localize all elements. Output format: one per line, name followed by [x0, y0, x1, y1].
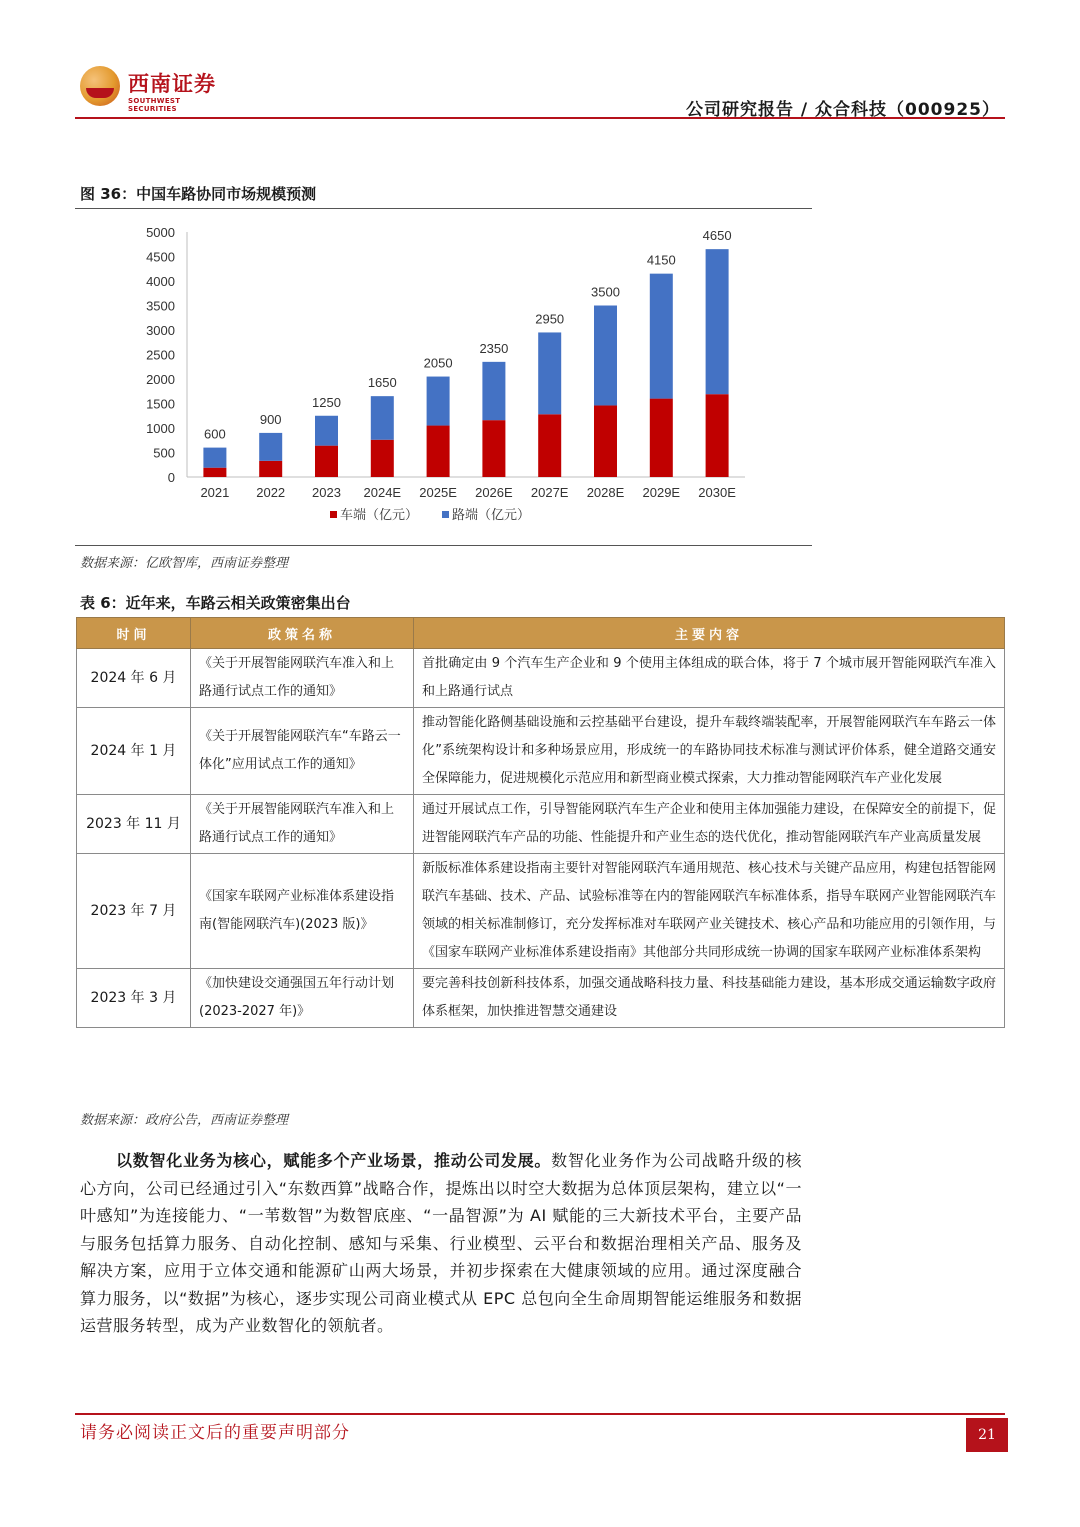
table-source: 数据来源：政府公告，西南证券整理 [80, 1113, 289, 1128]
data-label: 2350 [479, 340, 509, 356]
cell-content: 新版标准体系建设指南主要针对智能网联汽车通用规范、核心技术与关键产品应用，构建包括智能网联汽车基础、技术、产品、试验标准等在内的智能网联汽车标准体系，指导车联网产业智能网联汽车领域的相关标准制修订，充分发挥标准对车联网产业关键技术、核心产品和功能应用的引领作用，与《国家车联网产业标准体系建设指南》其他部分共同形成统一协调的国家车联网产业标准体系架构 [414, 854, 1005, 969]
cell-time: 2024 年 1 月 [77, 708, 191, 795]
data-label: 3500 [591, 284, 620, 300]
y-tick-label: 1500 [146, 396, 175, 412]
header-divider [75, 117, 1005, 119]
x-tick-label: 2022 [256, 485, 286, 500]
table-row [77, 649, 1005, 708]
header-time: 时间 [77, 618, 191, 649]
cell-time: 2024 年 6 月 [77, 649, 191, 708]
bar-segment-vehicle [427, 426, 450, 477]
page-number: 21 [966, 1418, 1008, 1452]
bar-segment-vehicle [482, 420, 505, 477]
paragraph-body: 数智化业务作为公司战略升级的核心方向，公司已经通过引入“东数西算”战略合作，提炼出以时空大数据为总体顶层架构，建立以“一叶感知”为连接能力、“一苇数智”为数智底座、“一晶智源”为 AI 赋能的三大新技术平台，主要产品与服务包括算力服务、自动化控制、感知与采集、行业模型、云平台和数据治理相关产品、服务及解决方案，应用于立体交通和能源矿山两大场景，并初步探索在大健康领域的应用。通过深度融合算力服务，以“数据”为核心，逐步实现公司商业模式从 EPC 总包向全生命周期智能运维服务和数据运营服务转型，成为产业数智化的领航者。 [80, 1151, 802, 1335]
y-tick-label: 3500 [146, 298, 175, 314]
y-tick-label: 1000 [146, 421, 175, 436]
table-row [77, 708, 1005, 795]
logo-text-cn: 西南证券 [128, 71, 216, 96]
paragraph-lead: 以数智化业务为核心，赋能多个产业场景，推动公司发展。 [116, 1151, 552, 1170]
data-label: 2050 [423, 355, 453, 371]
bar-segment-vehicle [371, 440, 394, 477]
legend-label: 车端（亿元） [340, 507, 419, 522]
x-tick-label: 2026E [475, 485, 513, 500]
bar-segment-vehicle [203, 468, 226, 477]
header-policy-name: 政策名称 [191, 618, 414, 649]
body-paragraph [80, 1147, 802, 1340]
cell-policy-name: 《关于开展智能网联汽车“车路云一体化”应用试点工作的通知》 [191, 708, 414, 795]
y-tick-label: 4000 [146, 274, 175, 289]
x-tick-label: 2028E [586, 485, 625, 500]
bar-segment-vehicle [538, 414, 561, 477]
logo-emblem-icon [80, 66, 120, 106]
bar-segment-road [203, 448, 226, 468]
cell-content: 通过开展试点工作，引导智能网联汽车生产企业和使用主体加强能力建设，在保障安全的前提下，促进智能网联汽车产品的功能、性能提升和产业生态的迭代优化，推动智能网联汽车产业高质量发展 [414, 795, 1005, 854]
bar-segment-vehicle [650, 399, 673, 477]
y-tick-label: 2000 [146, 372, 175, 387]
y-tick-label: 4500 [146, 249, 175, 265]
logo-text-en: SOUTHWEST SECURITIES [128, 97, 181, 113]
bar-segment-road [427, 377, 450, 426]
bar-segment-road [371, 396, 394, 440]
cell-policy-name: 《加快建设交通强国五年行动计划(2023-2027 年)》 [191, 969, 414, 1028]
x-tick-label: 2024E [363, 485, 402, 500]
market-size-chart [130, 215, 770, 540]
data-label: 600 [204, 426, 226, 442]
bar-segment-road [538, 332, 561, 414]
table-row [77, 795, 1005, 854]
table-row [77, 854, 1005, 969]
cell-content: 推动智能化路侧基础设施和云控基础平台建设，提升车载终端装配率，开展智能网联汽车车路云一体化”系统架构设计和多种场景应用，形成统一的车路协同技术标准与测试评价体系，健全道路交通安全保障能力，促进规模化示范应用和新型商业模式探索，大力推动智能网联汽车产业化发展 [414, 708, 1005, 795]
y-tick-label: 0 [167, 470, 175, 485]
cell-time: 2023 年 3 月 [77, 969, 191, 1028]
y-tick-label: 500 [153, 445, 175, 461]
y-tick-label: 5000 [146, 225, 175, 240]
bar-segment-vehicle [594, 405, 617, 477]
legend-swatch-road [442, 511, 449, 518]
x-tick-label: 2025E [419, 485, 457, 500]
cell-time: 2023 年 11 月 [77, 795, 191, 854]
data-label: 1650 [367, 375, 397, 391]
data-label: 900 [259, 411, 282, 427]
disclaimer-note: 请务必阅读正文后的重要声明部分 [80, 1423, 350, 1443]
table-title: 表 6：近年来，车路云相关政策密集出台 [80, 594, 351, 612]
x-tick-label: 2029E [642, 485, 681, 500]
company-logo [80, 64, 230, 113]
x-tick-label: 2030E [698, 485, 736, 500]
footer-divider [75, 1413, 1005, 1415]
cell-time: 2023 年 7 月 [77, 854, 191, 969]
bar-segment-road [594, 306, 617, 406]
cell-content: 要完善科技创新科技体系，加强交通战略科技力量、科技基础能力建设，基本形成交通运输数字政府体系框架，加快推进智慧交通建设 [414, 969, 1005, 1028]
cell-policy-name: 《关于开展智能网联汽车准入和上路通行试点工作的通知》 [191, 795, 414, 854]
bar-segment-vehicle [315, 446, 338, 477]
bar-segment-road [650, 274, 673, 399]
bar-segment-road [259, 433, 282, 461]
bar-segment-vehicle [259, 461, 282, 477]
bar-segment-vehicle [706, 394, 729, 477]
x-tick-label: 2021 [200, 485, 230, 500]
y-tick-label: 2500 [146, 347, 175, 363]
figure-source: 数据来源：亿欧智库，西南证券整理 [80, 556, 289, 571]
legend-label: 路端（亿元） [452, 507, 531, 522]
legend-swatch-vehicle [330, 511, 337, 518]
data-label: 1250 [312, 394, 341, 410]
data-label: 4650 [702, 228, 732, 244]
policy-table [76, 617, 1005, 1028]
table-row [77, 969, 1005, 1028]
bar-segment-road [482, 362, 505, 420]
header-content: 主要内容 [414, 618, 1005, 649]
figure-rule-top [75, 208, 812, 209]
cell-policy-name: 《关于开展智能网联汽车准入和上路通行试点工作的通知》 [191, 649, 414, 708]
data-label: 2950 [535, 311, 565, 327]
report-title: 公司研究报告 / 众合科技（000925） [685, 100, 1000, 120]
cell-content: 首批确定由 9 个汽车生产企业和 9 个使用主体组成的联合体，将于 7 个城市展开智能网联汽车准入和上路通行试点 [414, 649, 1005, 708]
y-tick-label: 3000 [146, 323, 175, 338]
x-tick-label: 2027E [530, 485, 569, 500]
table-header-row [77, 618, 1005, 649]
figure-title: 图 36：中国车路协同市场规模预测 [80, 185, 317, 203]
bar-segment-road [315, 416, 338, 446]
bar-segment-road [706, 249, 729, 394]
figure-rule-bottom [75, 545, 812, 546]
data-label: 4150 [646, 252, 676, 268]
x-tick-label: 2023 [312, 485, 341, 500]
cell-policy-name: 《国家车联网产业标准体系建设指南(智能网联汽车)(2023 版)》 [191, 854, 414, 969]
